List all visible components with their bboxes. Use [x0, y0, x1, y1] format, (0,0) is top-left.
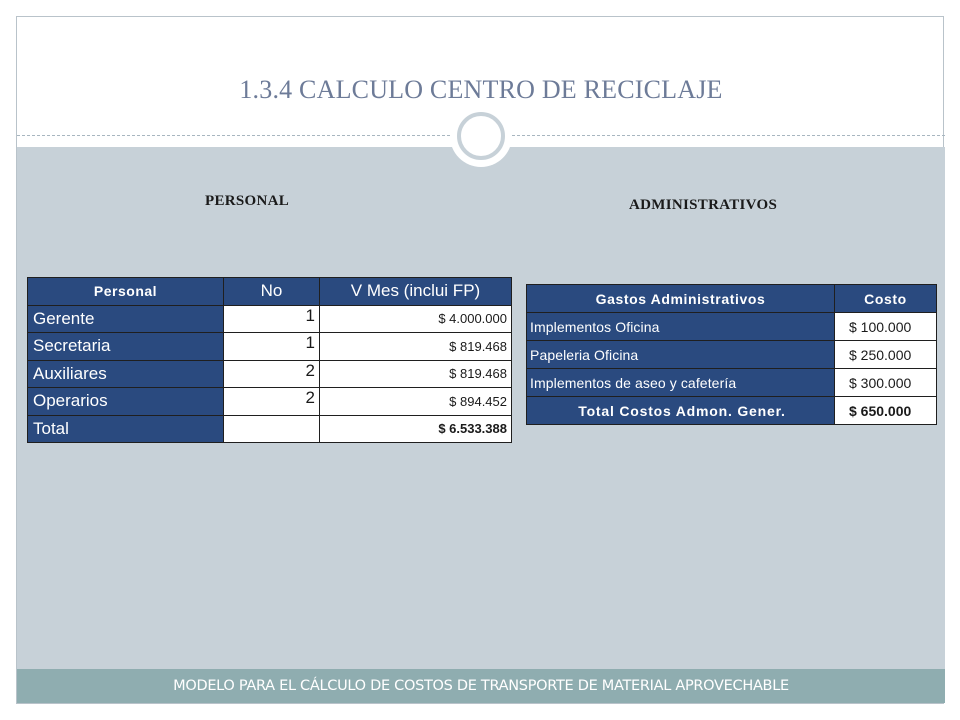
item-cell: Papeleria Oficina — [527, 341, 835, 369]
table-row — [28, 360, 512, 388]
count-cell: 1 — [224, 305, 320, 333]
slide-footer: MODELO PARA EL CÁLCULO DE COSTOS DE TRANSPORTE DE MATERIAL APROVECHABLE — [17, 669, 945, 703]
column-header: V Mes (inclui FP) — [320, 278, 512, 306]
circle-ring — [457, 112, 505, 160]
decorative-circle-icon — [450, 105, 512, 167]
cost-cell: $ 100.000 — [835, 313, 937, 341]
count-cell: 2 — [224, 388, 320, 416]
value-cell: $ 819.468 — [320, 333, 512, 361]
total-label: Total Costos Admon. Gener. — [527, 397, 835, 425]
table-row — [527, 313, 937, 341]
total-count-cell — [224, 415, 320, 443]
table-row — [28, 305, 512, 333]
cost-cell: $ 250.000 — [835, 341, 937, 369]
slide-frame — [16, 16, 944, 704]
role-cell: Auxiliares — [28, 360, 224, 388]
value-cell: $ 894.452 — [320, 388, 512, 416]
table-total-row — [28, 415, 512, 443]
count-cell: 1 — [224, 333, 320, 361]
value-cell: $ 4.000.000 — [320, 305, 512, 333]
content-area — [17, 147, 945, 669]
table-row — [527, 369, 937, 397]
table-header-row — [28, 278, 512, 306]
table-row — [28, 333, 512, 361]
personal-table — [27, 277, 512, 443]
role-cell: Gerente — [28, 305, 224, 333]
column-header: Costo — [835, 285, 937, 313]
table-row — [527, 341, 937, 369]
slide-title: 1.3.4 CALCULO CENTRO DE RECICLAJE — [239, 75, 723, 104]
table-total-row — [527, 397, 937, 425]
table-header-row — [527, 285, 937, 313]
cost-cell: $ 300.000 — [835, 369, 937, 397]
column-header: Personal — [28, 278, 224, 306]
total-cost-cell: $ 650.000 — [835, 397, 937, 425]
personal-heading: PERSONAL — [205, 193, 290, 209]
column-header: No — [224, 278, 320, 306]
table-row — [28, 388, 512, 416]
count-cell: 2 — [224, 360, 320, 388]
administrativos-table — [526, 284, 937, 425]
value-cell: $ 819.468 — [320, 360, 512, 388]
item-cell: Implementos Oficina — [527, 313, 835, 341]
role-cell: Operarios — [28, 388, 224, 416]
administrativos-heading: ADMINISTRATIVOS — [629, 197, 778, 213]
column-header: Gastos Administrativos — [527, 285, 835, 313]
role-cell: Secretaria — [28, 333, 224, 361]
total-label: Total — [28, 415, 224, 443]
item-cell: Implementos de aseo y cafetería — [527, 369, 835, 397]
total-value-cell: $ 6.533.388 — [320, 415, 512, 443]
